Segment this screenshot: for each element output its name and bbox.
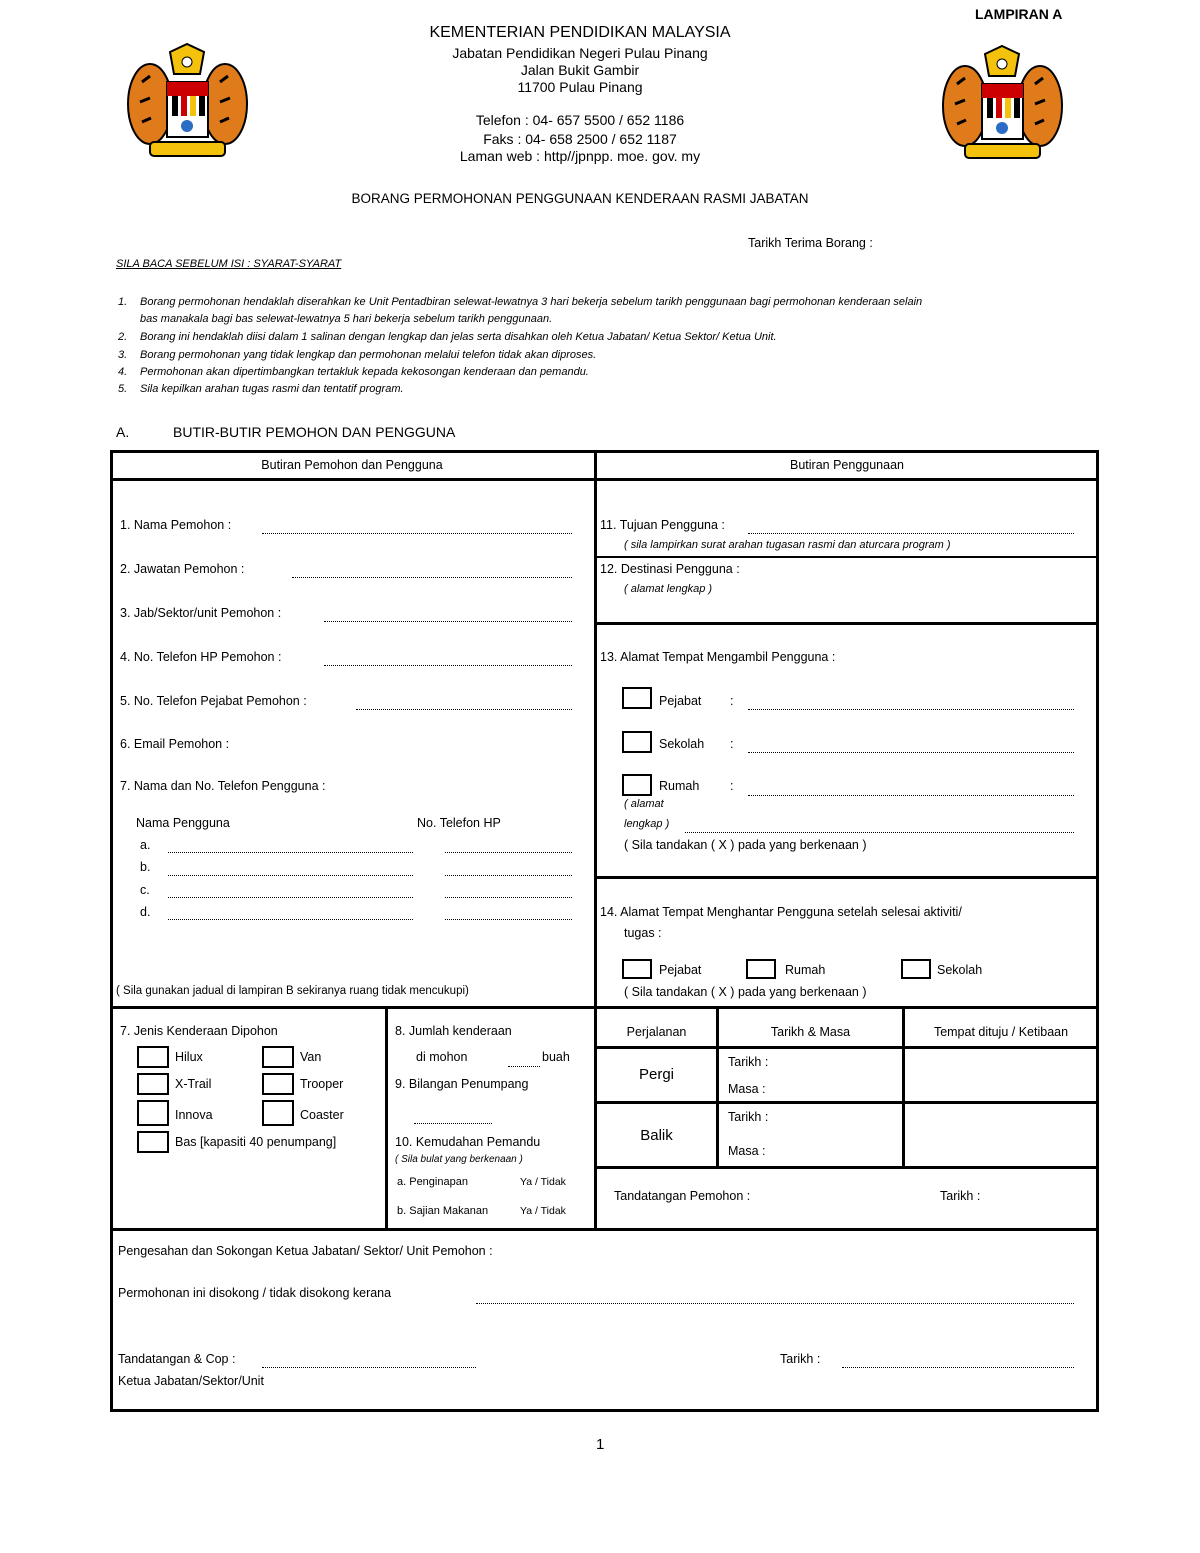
user-row-b-phone-field[interactable]: [445, 875, 572, 876]
trip-header-journey: Perjalanan: [626, 1025, 687, 1039]
vehicle-van-label: Van: [300, 1050, 322, 1064]
website-line: Laman web : http//jpnpp. moe. gov. my: [459, 148, 701, 164]
conditions-heading: SILA BACA SEBELUM ISI : SYARAT-SYARAT: [116, 258, 342, 270]
trip-go-label: Pergi: [638, 1066, 675, 1083]
endorsement-title: Pengesahan dan Sokongan Ketua Jabatan/ Sektor/ Unit Pemohon :: [118, 1244, 493, 1258]
bottom-row-divider: [110, 1228, 1099, 1231]
destination-note: ( alamat lengkap ): [624, 583, 713, 595]
vehicle-van-checkbox[interactable]: [262, 1046, 294, 1068]
driver-facilities-label: 10. Kemudahan Pemandu: [395, 1135, 541, 1149]
vehicle-xtrail-checkbox[interactable]: [137, 1073, 169, 1095]
form-table: [110, 450, 1099, 1412]
applicant-mobile-label: 4. No. Telefon HP Pemohon :: [120, 650, 282, 664]
vehicle-bus-label: Bas [kapasiti 40 penumpang]: [175, 1135, 337, 1149]
pickup-home-field[interactable]: [748, 795, 1074, 796]
department-name: Jabatan Pendidikan Negeri Pulau Pinang: [452, 45, 708, 61]
lampiran-label: LAMPIRAN A: [975, 6, 1063, 22]
applicant-position-label: 2. Jawatan Pemohon :: [120, 562, 245, 576]
main-vertical-divider: [594, 450, 597, 1230]
trip-row-divider: [594, 1101, 1099, 1104]
condition-4-line1: Permohonan akan dipertimbangkan tertakluk kepada kekosongan kenderaan dan pemandu.: [140, 366, 589, 378]
applicant-office-phone-field[interactable]: [356, 709, 572, 710]
applicant-position-field[interactable]: [292, 577, 572, 578]
vehicle-type-label: 7. Jenis Kenderaan Dipohon: [120, 1024, 278, 1038]
dropoff-school-label: Sekolah: [937, 963, 983, 977]
vehicle-coaster-checkbox[interactable]: [262, 1100, 294, 1126]
dropoff-address-label-2: tugas :: [624, 926, 662, 940]
trip-return-time-label: Masa :: [728, 1144, 766, 1158]
header-row-divider: [110, 478, 1099, 481]
dropoff-home-checkbox[interactable]: [746, 959, 776, 979]
applicant-mobile-field[interactable]: [324, 665, 572, 666]
accommodation-label: a. Penginapan: [397, 1176, 468, 1188]
vehicle-qty-divider: [385, 1006, 388, 1230]
pickup-home-label: Rumah: [659, 779, 700, 793]
fax-line: Faks : 04- 658 2500 / 652 1187: [483, 131, 677, 147]
user-row-d-label: d.: [140, 905, 151, 919]
section-letter: A.: [116, 424, 130, 440]
trip-header-destination: Tempat dituju / Ketibaan: [933, 1025, 1069, 1039]
user-row-c-label: c.: [140, 883, 150, 897]
dropoff-school-checkbox[interactable]: [901, 959, 931, 979]
address-street: Jalan Bukit Gambir: [520, 62, 640, 78]
user-row-a-label: a.: [140, 838, 151, 852]
purpose-field[interactable]: [748, 533, 1074, 534]
pickup-full-address-field[interactable]: [685, 832, 1074, 833]
condition-4-num: 4.: [118, 366, 128, 378]
pickup-office-checkbox[interactable]: [622, 687, 652, 709]
endorsement-signature-label: Tandatangan & Cop :: [118, 1352, 236, 1366]
right-column-header: Butiran Penggunaan: [790, 458, 904, 472]
coat-of-arms-right-icon: [935, 44, 1070, 169]
pickup-tick-note: ( Sila tandakan ( X ) pada yang berkenaan ): [624, 838, 867, 852]
user-phone-col-header: No. Telefon HP: [417, 816, 501, 830]
full-address-note-2: lengkap ): [624, 818, 670, 830]
condition-5-line1: Sila kepilkan arahan tugas rasmi dan tentatif program.: [140, 383, 404, 395]
pickup-office-field[interactable]: [748, 709, 1074, 710]
vehicle-count-label-2: di mohon: [416, 1050, 468, 1064]
page-number: 1: [596, 1436, 605, 1453]
form-title: BORANG PERMOHONAN PENGGUNAAN KENDERAAN RASMI JABATAN: [351, 191, 809, 206]
vehicle-innova-label: Innova: [175, 1108, 213, 1122]
meals-label: b. Sajian Makanan: [397, 1205, 489, 1217]
destination-label: 12. Destinasi Pengguna :: [600, 562, 740, 576]
condition-5-num: 5.: [118, 383, 128, 395]
vehicle-trooper-checkbox[interactable]: [262, 1073, 294, 1095]
passenger-count-label: 9. Bilangan Penumpang: [395, 1077, 529, 1091]
user-row-b-label: b.: [140, 860, 151, 874]
trip-go-date-label: Tarikh :: [728, 1055, 769, 1069]
user-row-c-phone-field[interactable]: [445, 897, 572, 898]
passenger-count-field[interactable]: [414, 1123, 492, 1124]
vehicle-bus-checkbox[interactable]: [137, 1131, 169, 1153]
condition-3-num: 3.: [118, 349, 128, 361]
pickup-school-colon: :: [730, 737, 734, 751]
user-row-a-name-field[interactable]: [168, 852, 413, 853]
users-label: 7. Nama dan No. Telefon Pengguna :: [120, 779, 326, 793]
user-row-a-phone-field[interactable]: [445, 852, 572, 853]
condition-2-num: 2.: [118, 331, 128, 343]
coat-of-arms-left-icon: [120, 42, 255, 167]
vehicle-hilux-label: Hilux: [175, 1050, 203, 1064]
applicant-office-phone-label: 5. No. Telefon Pejabat Pemohon :: [120, 694, 307, 708]
pickup-school-label: Sekolah: [659, 737, 705, 751]
trip-header-divider: [594, 1046, 1099, 1049]
trip-bottom-divider: [594, 1166, 1099, 1169]
trip-return-date-label: Tarikh :: [728, 1110, 769, 1124]
pickup-address-label: 13. Alamat Tempat Mengambil Pengguna :: [600, 650, 836, 664]
endorsement-date-label: Tarikh :: [780, 1352, 821, 1366]
endorsement-support-label: Permohonan ini disokong / tidak disokong kerana: [118, 1286, 392, 1300]
pickup-home-checkbox[interactable]: [622, 774, 652, 796]
endorsement-role-label: Ketua Jabatan/Sektor/Unit: [118, 1374, 264, 1388]
condition-3-line1: Borang permohonan yang tidak lengkap dan permohonan melalui telefon tidak akan diproses.: [140, 349, 597, 361]
dropoff-address-label: 14. Alamat Tempat Menghantar Pengguna setelah selesai aktiviti/: [600, 905, 962, 919]
vehicle-count-field[interactable]: [508, 1066, 540, 1067]
endorsement-signature-field[interactable]: [262, 1367, 476, 1368]
endorsement-date-field[interactable]: [842, 1367, 1074, 1368]
driver-facilities-note: ( Sila bulat yang berkenaan ): [395, 1154, 523, 1165]
left-column-header: Butiran Pemohon dan Pengguna: [261, 458, 443, 472]
vehicle-count-unit: buah: [542, 1050, 570, 1064]
dropoff-home-label: Rumah: [785, 963, 826, 977]
right-divider-11: [594, 556, 1099, 558]
applicant-email-label: 6. Email Pemohon :: [120, 737, 230, 751]
condition-1-line1: Borang permohonan hendaklah diserahkan ke Unit Pentadbiran selewat-lewatnya 3 hari bekerja sebelum tarikh penggunaan bagi permohonan kenderaan selain: [140, 296, 923, 308]
user-row-c-name-field[interactable]: [168, 897, 413, 898]
pickup-school-checkbox[interactable]: [622, 731, 652, 753]
receipt-date-label: Tarikh Terima Borang :: [748, 236, 873, 250]
address-postcode: 11700 Pulau Pinang: [517, 79, 643, 95]
endorsement-reason-field[interactable]: [476, 1303, 1074, 1304]
mid-row-divider: [110, 1006, 1099, 1009]
condition-1-line2: bas manakala bagi bas selewat-lewatnya 5 hari bekerja sebelum tarikh penggunaan.: [140, 313, 553, 325]
pickup-home-colon: :: [730, 779, 734, 793]
purpose-label: 11. Tujuan Pengguna :: [600, 518, 725, 532]
applicant-name-label: 1. Nama Pemohon :: [120, 518, 232, 532]
vehicle-hilux-checkbox[interactable]: [137, 1046, 169, 1068]
right-divider-13: [594, 876, 1099, 879]
purpose-note: ( sila lampirkan surat arahan tugasan rasmi dan aturcara program ): [624, 539, 951, 551]
right-divider-12: [594, 622, 1099, 625]
dropoff-office-label: Pejabat: [659, 963, 702, 977]
vehicle-innova-checkbox[interactable]: [137, 1100, 169, 1126]
trip-go-time-label: Masa :: [728, 1082, 766, 1096]
vehicle-count-label: 8. Jumlah kenderaan: [395, 1024, 512, 1038]
dropoff-office-checkbox[interactable]: [622, 959, 652, 979]
trip-return-label: Balik: [640, 1127, 673, 1144]
user-row-b-name-field[interactable]: [168, 875, 413, 876]
applicant-signature-label: Tandatangan Pemohon :: [614, 1189, 751, 1203]
applicant-unit-label: 3. Jab/Sektor/unit Pemohon :: [120, 606, 282, 620]
full-address-note-1: ( alamat: [624, 798, 664, 810]
ministry-title: KEMENTERIAN PENDIDIKAN MALAYSIA: [429, 24, 731, 41]
dropoff-tick-note: ( Sila tandakan ( X ) pada yang berkenaan ): [624, 985, 867, 999]
pickup-office-label: Pejabat: [659, 694, 702, 708]
applicant-unit-field[interactable]: [324, 621, 572, 622]
user-name-col-header: Nama Pengguna: [136, 816, 230, 830]
pickup-office-colon: :: [730, 694, 734, 708]
user-row-d-name-field[interactable]: [168, 919, 413, 920]
condition-1-num: 1.: [118, 296, 128, 308]
vehicle-coaster-label: Coaster: [300, 1108, 344, 1122]
condition-2-line1: Borang ini hendaklah diisi dalam 1 salinan dengan lengkap dan jelas serta disahkan oleh Ketua Jabatan/ Ketua Sektor/ Ketua Unit.: [140, 331, 777, 343]
vehicle-xtrail-label: X-Trail: [175, 1077, 212, 1091]
user-row-d-phone-field[interactable]: [445, 919, 572, 920]
pickup-school-field[interactable]: [748, 752, 1074, 753]
accommodation-choice[interactable]: Ya / Tidak: [520, 1176, 566, 1188]
phone-line: Telefon : 04- 657 5500 / 652 1186: [475, 112, 685, 128]
meals-choice[interactable]: Ya / Tidak: [520, 1205, 566, 1217]
section-title: BUTIR-BUTIR PEMOHON DAN PENGGUNA: [173, 424, 456, 440]
applicant-name-field[interactable]: [262, 533, 572, 534]
attachment-note: ( Sila gunakan jadual di lampiran B sekiranya ruang tidak mencukupi): [116, 985, 469, 997]
applicant-date-label: Tarikh :: [940, 1189, 981, 1203]
trip-header-datetime: Tarikh & Masa: [770, 1025, 851, 1039]
vehicle-trooper-label: Trooper: [300, 1077, 344, 1091]
